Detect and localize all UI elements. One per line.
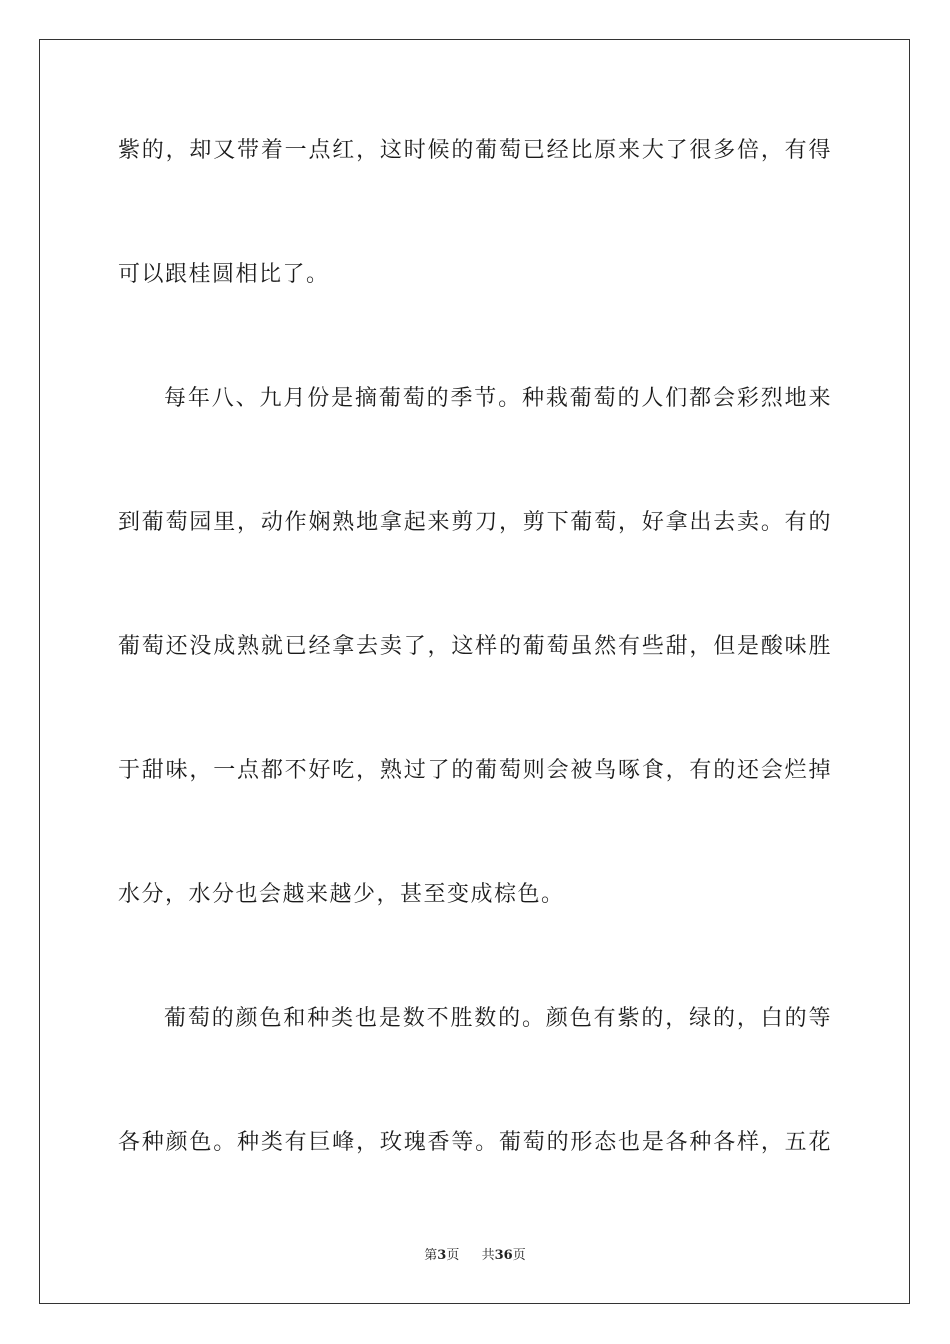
page-prefix: 第 — [424, 1248, 438, 1263]
paragraph-line: 可以跟桂圆相比了。 — [118, 262, 330, 287]
total-pages-indicator — [482, 1247, 526, 1265]
paragraph-line: 水分，水分也会越来越少，甚至变成棕色。 — [118, 882, 565, 907]
page-footer — [0, 1247, 950, 1265]
total-pages: 36 — [494, 1248, 513, 1263]
paragraph-line: 葡萄还没成熟就已经拿去卖了，这样的葡萄虽然有些甜，但是酸味胜 — [118, 634, 832, 659]
page-suffix: 页 — [446, 1248, 460, 1263]
page-indicator — [424, 1247, 459, 1265]
paragraph-line: 葡萄的颜色和种类也是数不胜数的。颜色有紫的，绿的，白的等 — [164, 1006, 832, 1031]
paragraph-line: 各种颜色。种类有巨峰，玫瑰香等。葡萄的形态也是各种各样，五花 — [118, 1130, 832, 1155]
total-suffix: 页 — [512, 1248, 526, 1263]
paragraph-line: 于甜味，一点都不好吃，熟过了的葡萄则会被鸟啄食，有的还会烂掉 — [118, 758, 832, 783]
paragraph-line: 每年八、九月份是摘葡萄的季节。种栽葡萄的人们都会彩烈地来 — [164, 386, 832, 411]
total-prefix: 共 — [481, 1248, 495, 1263]
page-number: 3 — [437, 1248, 447, 1263]
paragraph-line: 紫的，却又带着一点红，这时候的葡萄已经比原来大了很多倍，有得 — [118, 138, 832, 163]
paragraph-line: 到葡萄园里，动作娴熟地拿起来剪刀，剪下葡萄，好拿出去卖。有的 — [118, 510, 832, 535]
page-border — [39, 39, 910, 1304]
